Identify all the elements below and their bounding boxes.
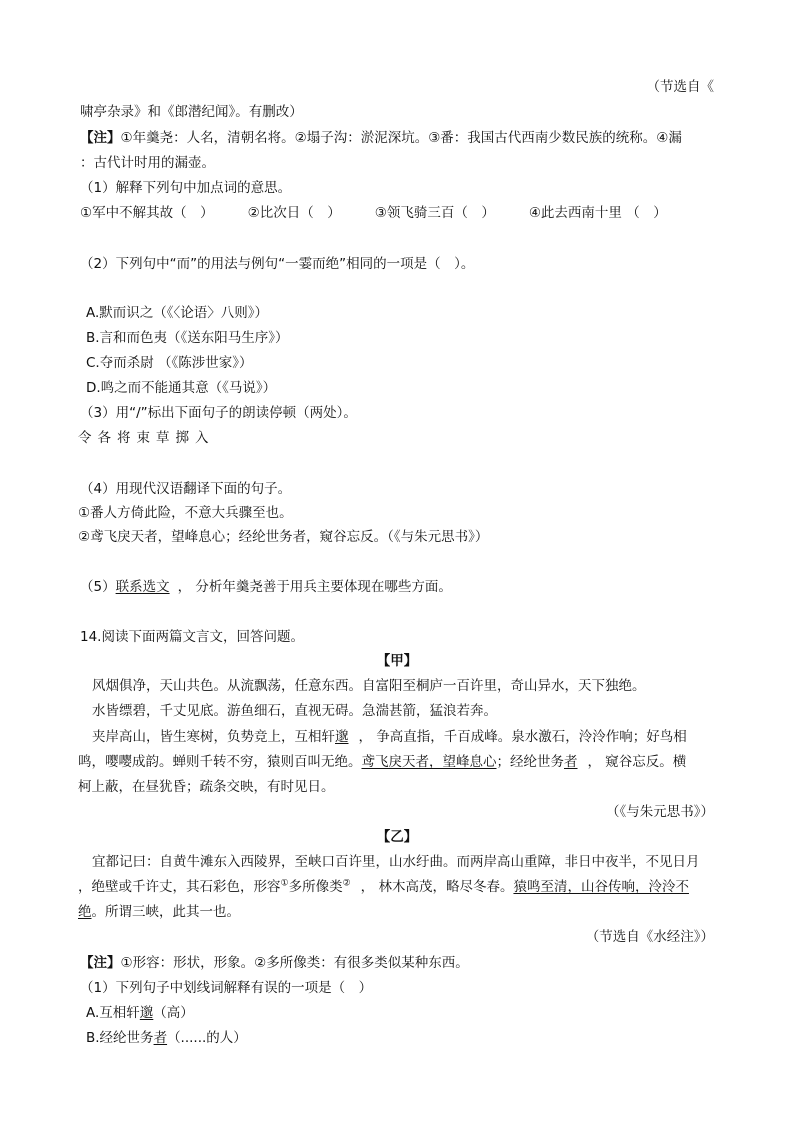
note-1-line-1 xyxy=(80,128,682,148)
jia-source: （《与朱元思书》） xyxy=(606,804,714,820)
note-label: 【注】 xyxy=(80,955,121,971)
subquestion-1-option-a xyxy=(86,1003,194,1023)
question-5 xyxy=(80,577,452,597)
q5-number: （5） xyxy=(80,579,116,595)
yi-text: 多所像类 xyxy=(288,879,343,895)
jia-text: 鸣，嘤嘤成韵。蝉则千转不穷，猿则百叫无绝。 xyxy=(78,754,362,770)
source-citation-cont: 啸亭杂录》和《郎潜纪闻》。有删改） xyxy=(80,104,303,120)
note-text: ①形容：形状，形象。②多所像类：有很多类似某种东西。 xyxy=(120,955,469,971)
question-4-sentence-2: ②鸢飞戾天者，望峰息心；经纶世务者，窥谷忘反。（《与朱元思书》） xyxy=(78,529,489,545)
footnote-marker: ① xyxy=(280,878,289,889)
option-text: B.经纶世务 xyxy=(86,1030,154,1046)
q1-item: ①军中不解其故（ ） xyxy=(80,205,214,221)
jia-paragraph-1: 风烟俱净，天山共色。从流飘荡，任意东西。自富阳至桐庐一百许里，奇山异水，天下独绝。 xyxy=(92,678,646,694)
yi-underlined-word: 绝 xyxy=(78,904,92,920)
yi-paragraph-line-2 xyxy=(78,877,689,897)
option-underlined-word: 邈 xyxy=(139,1005,154,1021)
jia-paragraph-3-line-1 xyxy=(92,727,687,747)
jia-text: ， 窥谷忘反。横 xyxy=(587,754,687,770)
jia-text: 夹岸高山，皆生寒树，负势竞上，互相轩 xyxy=(92,729,335,745)
yi-text: 。所谓三峡，此其一也。 xyxy=(91,904,240,920)
heading-jia: 【甲】 xyxy=(376,653,418,669)
jia-underlined-phrase: 鸢飞戾天者，望峰息心 xyxy=(361,754,497,770)
note-1-line-2: ：古代计时用的漏壶。 xyxy=(80,155,215,171)
jia-underlined-word: 邈 xyxy=(335,729,349,745)
option-underlined-word: 者 xyxy=(153,1030,168,1046)
yi-source: （节选自《水经注》） xyxy=(585,929,714,945)
yi-text: ，绝壁或千许丈，其石彩色，形容 xyxy=(78,879,281,895)
question-2-title: （2）下列句中“而”的用法与例句“一霎而绝”相同的一项是（ ）。 xyxy=(80,256,475,272)
q1-item: ②比次日（ ） xyxy=(247,205,341,221)
heading-yi: 【乙】 xyxy=(376,829,418,845)
jia-text: ， 争高直指，千百成峰。泉水激石，泠泠作响；好鸟相 xyxy=(358,729,687,745)
question-4-title: （4）用现代汉语翻译下面的句子。 xyxy=(80,481,292,497)
yi-text: ， 林木高茂，略尽冬春。 xyxy=(360,879,514,895)
q1-item: ③领飞骑三百（ ） xyxy=(374,205,495,221)
q2-option-c: C.夺而杀尉 （《陈涉世家》） xyxy=(86,355,253,371)
q2-option-d: D.鸣之而不能通其意（《马说》） xyxy=(86,380,277,396)
option-text: （高） xyxy=(153,1005,194,1021)
option-text: （......的人） xyxy=(167,1030,247,1046)
question-3-sentence: 令各将束草掷入 xyxy=(78,430,215,446)
note-text: ①年羹尧：人名，清朝名将。②塌子沟：淤泥深坑。③番：我国古代西南少数民族的统称。④漏 xyxy=(120,130,682,146)
jia-underlined-word: 者 xyxy=(564,754,578,770)
q1-item: ④此去西南十里 （ ） xyxy=(528,205,667,221)
jia-paragraph-3-line-3: 柯上蔽，在昼犹昏；疏条交映，有时见日。 xyxy=(78,779,335,795)
note-2 xyxy=(80,953,469,973)
q2-option-a: A.默而识之（《〈论语〉八则》） xyxy=(86,305,269,321)
jia-paragraph-3-line-2 xyxy=(78,752,686,772)
q5-text: ， 分析年羹尧善于用兵主要体现在哪些方面。 xyxy=(177,579,452,595)
question-1-title: （1）解释下列句中加点词的意思。 xyxy=(80,180,292,196)
question-1-items xyxy=(80,203,667,223)
yi-underlined-phrase: 猿鸣至清，山谷传响，泠泠不 xyxy=(513,879,689,895)
option-text: A.互相轩 xyxy=(86,1005,140,1021)
source-citation-top: （节选自《 xyxy=(646,79,714,95)
footnote-marker: ② xyxy=(342,878,351,889)
jia-paragraph-2: 水皆缥碧，千丈见底。游鱼细石，直视无碍。急湍甚箭，猛浪若奔。 xyxy=(92,703,497,719)
q2-option-b: B.言和而色夷（《送东阳马生序》） xyxy=(86,330,289,346)
note-label: 【注】 xyxy=(80,130,121,146)
yi-paragraph-line-3 xyxy=(78,902,240,922)
yi-paragraph-line-1: 宜都记曰：自黄牛滩东入西陵界，至峡口百许里，山水纡曲。而两岸高山重障，非日中夜半，不见日月 xyxy=(92,854,700,870)
question-14-title: 14.阅读下面两篇文言文，回答问题。 xyxy=(80,629,304,645)
subquestion-1-option-b xyxy=(86,1028,247,1048)
jia-text: ；经纶世务 xyxy=(496,754,564,770)
question-3-title: （3）用“/”标出下面句子的朗读停顿（两处）。 xyxy=(80,405,357,421)
subquestion-1-title: （1）下列句子中划线词解释有误的一项是（ ） xyxy=(80,980,373,996)
q5-underlined-phrase: 联系选文 xyxy=(115,579,170,595)
question-4-sentence-1: ①番人方倚此险，不意大兵骤至也。 xyxy=(78,505,293,521)
